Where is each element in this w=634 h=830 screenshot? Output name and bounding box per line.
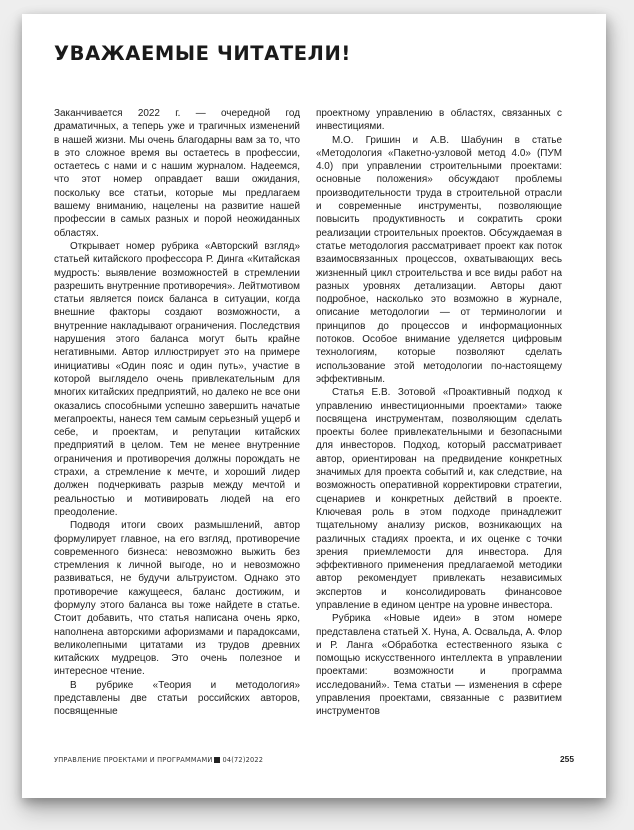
right-text-column <box>316 107 562 719</box>
square-separator-icon <box>214 757 220 763</box>
paragraph: Открывает номер рубрика «Авторский взгляд» статьей китайского профессора Р. Динга «Китайская мудрость: выявление возможностей в стремлении разрешить внутренние противоречия». Лейтмотивом статьи является поиск баланса в ситуации, когда внешние факторы создают возможности, а внутренние накладывают ограничения. Последствия нарушения этого баланса могут быть крайне негативными. Автор иллюстрирует это на примере инициативы «Один пояс и один путь», участие в которой выглядело очень привлекательным для многих китайских предприятий, но далеко не все они оказались способными успешно завершить начатые мегапроекты, нанеся тем самым серьезный ущерб и себе, и проектам, и репутации китайских предприятий в целом. Тем не менее внутренние ограничения и противоречия должны порождать не страхи, а стремление к мечте, и хороший лидер должен подчеркивать разрыв между мечтой и реальностью и мотивировать людей на его преодоление. <box>54 240 300 518</box>
paragraph: проектному управлению в областях, связанных с инвестициями. <box>316 108 562 133</box>
page-footer <box>54 756 574 764</box>
paragraph: Статья Е.В. Зотовой «Проактивный подход к управлению инвестиционными проектами» также посвящена инструментам, позволяющим сделать проекты более привлекательными и безопасными для инвесторов. Подход, который рассматривает автор, ориентирован на предвидение конкретных значимых для проекта событий и, как следствие, на возможность оперативной корректировки стратегии, сценариев и конкретных действий в проекте. Ключевая роль в этом подходе принадлежит тщательному анализу рисков, возникающих на различных стадиях проекта, и их оценке с точки зрения приемлемости для инвестора. Для эффективного применения предлагаемой методики автор рекомендует привлекать независимых экспертов и консолидировать финансовое управление в едином центре на уровне инвестора. <box>316 387 562 611</box>
document-page <box>22 14 606 798</box>
journal-name: УПРАВЛЕНИЕ ПРОЕКТАМИ И ПРОГРАММАМИ <box>54 756 213 764</box>
paragraph: Рубрика «Новые идеи» в этом номере представлена статьей Х. Нуна, А. Освальда, А. Флор и Р. Ланга «Обработка естественного языка с помощью искусственного интеллекта в управлении проектами: возможности и программа исследований». Тема статьи — изменения в сфере управления проектами, связанные с развитием инструментов <box>316 613 562 718</box>
issue-number: 04(72)2022 <box>222 756 264 764</box>
page-number: 255 <box>560 754 574 764</box>
paragraph: В рубрике «Теория и методология» представлены две статьи российских авторов, посвященные <box>54 679 300 718</box>
paragraph: М.О. Гришин и А.В. Шабунин в статье «Методология «Пакетно-узловой метод 4.0» (ПУМ 4.0) при управлении строительными проектами: основные положения» обсуждают проблемы производительности труда в строительной отрасли и современные инструменты, позволяющие повысить продуктивность и сократить сроки реализации строительных проектов. Обсуждаемая в статье методология рассматривает проект как поток взаимосвязанных процессов, охватывающих весь жизненный цикл строительства и все виды работ на разных уровнях детализации. Авторы дают подробное, насколько это возможно в журнале, описание методологии — от терминологии и принципов до процессов и информационных потоков. Особое внимание уделяется цифровым технологиям, которые позволяют сделать использование этой методологии по-настоящему эффективным. <box>316 134 562 385</box>
left-text-column <box>54 107 300 719</box>
paragraph: Заканчивается 2022 г. — очередной год драматичных, а теперь уже и трагичных изменений в нашей жизни. Мы очень благодарны вам за то, что в это сложное время вы остаетесь в профессии, остаетесь с нами и с нашим журналом. Надеемся, что этот номер оправдает ваши ожидания, поскольку все статьи, которые мы предлагаем вашему вниманию, нацелены на развитие нашей профессии в самых разных и порой неожиданных областях. <box>54 108 300 239</box>
paragraph: Подводя итоги своих размышлений, автор формулирует главное, на его взгляд, противоречие современного бизнеса: невозможно выжить без стремления к личной выгоде, но и невозможно развиваться, не будучи альтруистом. Однако это противоречие кажущееся, баланс достижим, и формулу этого баланса вы тоже найдете в статье. Стоит добавить, что статья написана очень ярко, наполнена авторскими афоризмами и парадоксами, великолепными цитатами из трудов древних китайских мудрецов. Это очень полезное и интересное чтение. <box>54 520 300 678</box>
page-title: УВАЖАЕМЫЕ ЧИТАТЕЛИ! <box>54 42 351 65</box>
